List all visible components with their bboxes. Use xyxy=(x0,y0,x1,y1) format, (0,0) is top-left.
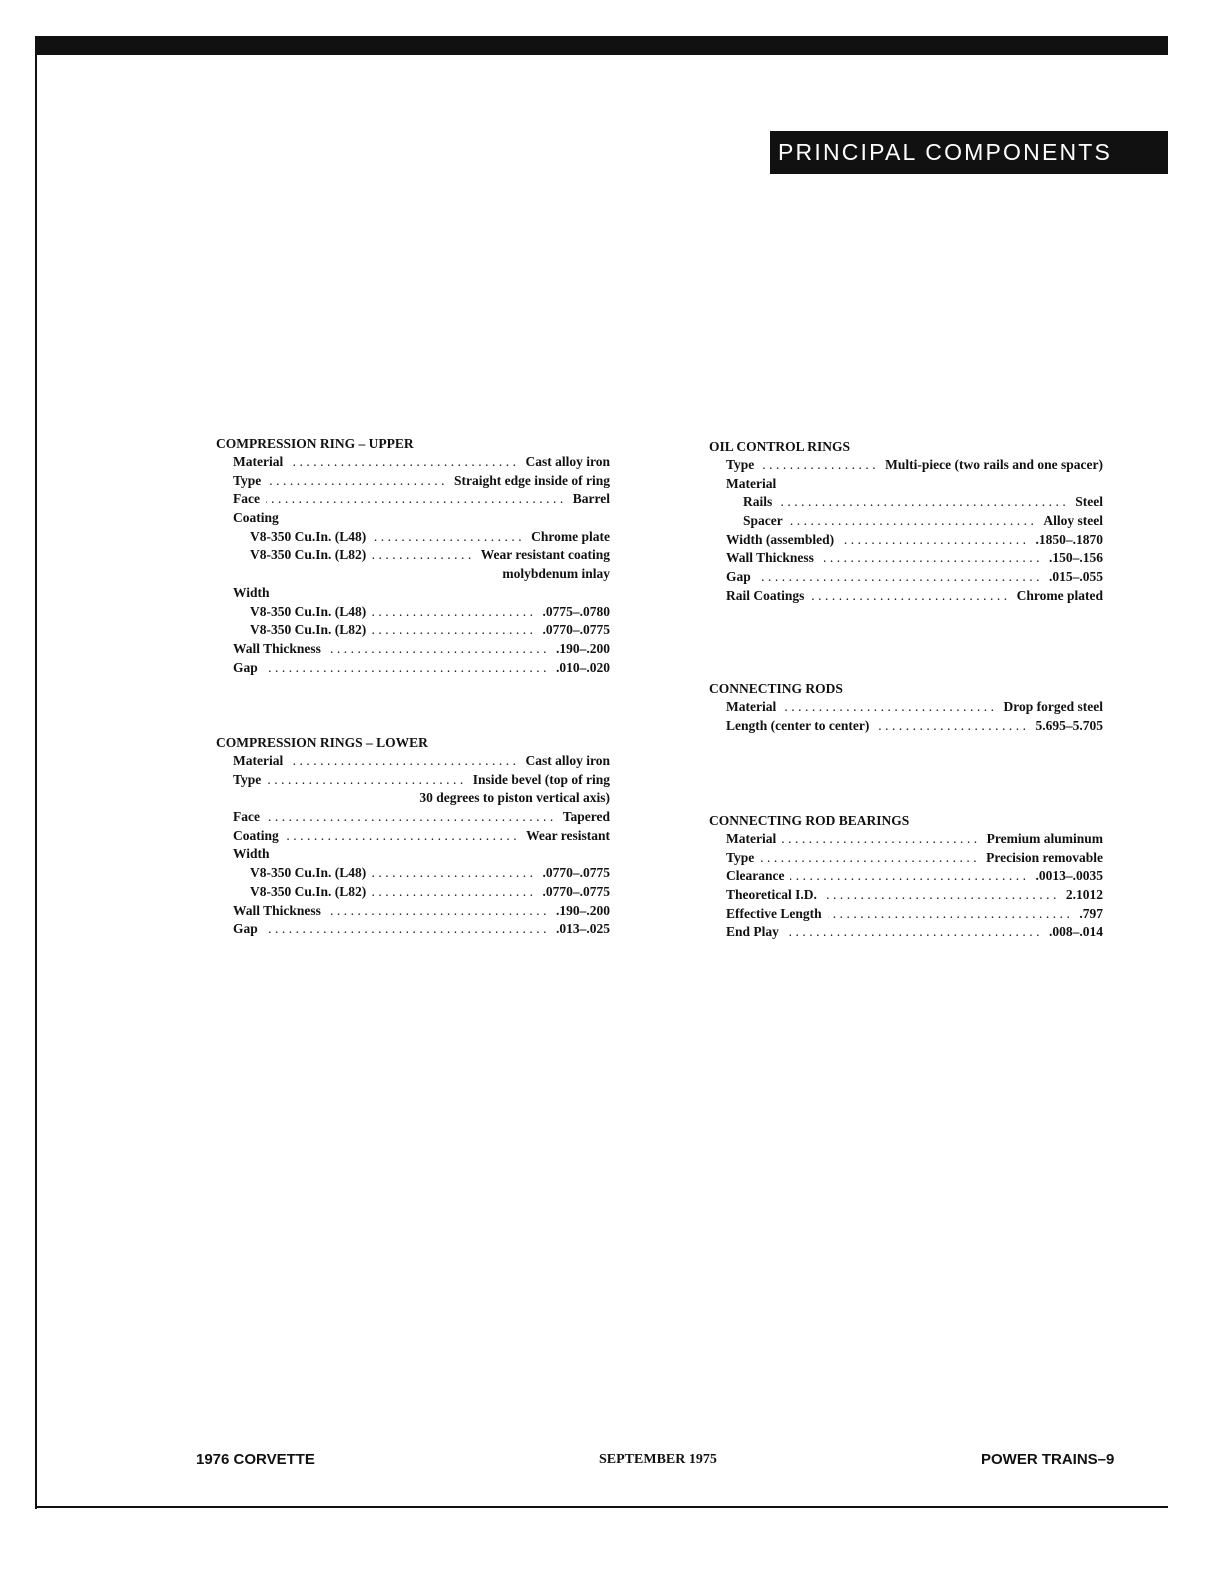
spec-row xyxy=(216,453,610,472)
spec-row xyxy=(216,902,610,921)
spec-value: 2.1012 xyxy=(1065,887,1103,903)
footer-page-number: POWER TRAINS–9 xyxy=(981,1451,1115,1468)
spec-value: Multi-piece (two rails and one spacer) xyxy=(885,457,1103,472)
spec-label: V8-350 Cu.In. (L48) xyxy=(250,865,367,881)
section-title: CONNECTING RODS xyxy=(709,681,843,696)
dot-leader xyxy=(289,752,519,771)
spec-section-compression-lower xyxy=(216,733,610,939)
spec-section-oil-control-rings xyxy=(709,437,1103,606)
spec-row xyxy=(709,905,1103,924)
spec-value: Inside bevel (top of ring xyxy=(472,771,610,787)
bottom-border-rule xyxy=(35,1506,1168,1508)
dot-leader xyxy=(285,827,520,846)
spec-label: Effective Length xyxy=(726,905,822,921)
dot-leader xyxy=(757,568,1043,587)
dot-leader xyxy=(264,659,550,678)
spec-row xyxy=(709,531,1103,550)
spec-row xyxy=(709,456,1103,475)
spec-label: Gap xyxy=(233,659,258,675)
spec-label: Gap xyxy=(233,921,258,937)
spec-value: Cast alloy iron xyxy=(525,454,610,469)
spec-row xyxy=(216,864,610,883)
spec-value: .015–.055 xyxy=(1049,569,1103,585)
section-title: COMPRESSION RINGS – LOWER xyxy=(216,735,428,750)
dot-leader xyxy=(782,830,980,849)
section-title: OIL CONTROL RINGS xyxy=(709,439,851,454)
spec-label: Face xyxy=(233,491,260,507)
spec-row xyxy=(709,493,1103,512)
spec-label: Spacer xyxy=(743,513,783,529)
spec-label: Coating xyxy=(233,827,279,843)
dot-leader xyxy=(820,549,1043,568)
dot-leader xyxy=(790,867,1029,886)
spec-row xyxy=(216,546,610,565)
spec-row xyxy=(709,568,1103,587)
spec-value: .013–.025 xyxy=(556,921,610,937)
spec-label: Width (assembled) xyxy=(726,531,835,547)
dot-leader xyxy=(289,453,519,472)
spec-label: Rail Coatings xyxy=(726,587,805,603)
spec-row xyxy=(216,920,610,939)
dot-leader xyxy=(372,621,536,640)
spec-value: .0770–.0775 xyxy=(542,883,610,899)
section-title: COMPRESSION RING – UPPER xyxy=(216,436,414,451)
spec-value: Chrome plated xyxy=(1016,587,1103,603)
spec-section-connecting-rods xyxy=(709,679,1103,735)
spec-value: 5.695–5.705 xyxy=(1035,717,1103,733)
dot-leader xyxy=(789,512,1038,531)
dot-leader xyxy=(760,849,980,868)
spec-value: .797 xyxy=(1079,905,1103,921)
spec-value: .1850–.1870 xyxy=(1035,531,1103,547)
spec-row xyxy=(216,771,610,790)
spec-row xyxy=(709,549,1103,568)
dot-leader xyxy=(267,472,448,491)
dot-leader xyxy=(823,886,1060,905)
spec-value-continuation: 30 degrees to piston vertical axis) xyxy=(419,790,610,806)
spec-label: Type xyxy=(233,771,262,787)
spec-value: Precision removable xyxy=(986,849,1103,865)
spec-value: .0775–.0780 xyxy=(542,603,610,619)
spec-value: Straight edge inside of ring xyxy=(453,472,610,488)
spec-label: V8-350 Cu.In. (L82) xyxy=(250,547,367,563)
dot-leader xyxy=(372,883,536,902)
spec-value: Cast alloy iron xyxy=(525,753,610,768)
spec-label: Gap xyxy=(726,569,751,585)
spec-label: Wall Thickness xyxy=(233,902,321,918)
spec-value: Tapered xyxy=(562,809,610,825)
spec-label: Length (center to center) xyxy=(726,717,870,733)
dot-leader xyxy=(267,771,466,790)
spec-row xyxy=(709,886,1103,905)
spec-row xyxy=(216,827,610,846)
dot-leader xyxy=(785,923,1043,942)
spec-row xyxy=(216,528,610,547)
spec-section-compression-upper xyxy=(216,434,610,677)
spec-label: Type xyxy=(726,457,755,472)
spec-label: V8-350 Cu.In. (L48) xyxy=(250,528,367,544)
spec-subheading: Material xyxy=(726,475,777,491)
spec-row xyxy=(216,659,610,678)
dot-leader xyxy=(327,902,550,921)
spec-value: .008–.014 xyxy=(1049,924,1103,940)
spec-label: V8-350 Cu.In. (L82) xyxy=(250,883,367,899)
spec-row xyxy=(709,698,1103,717)
dot-leader xyxy=(760,456,879,475)
spec-value: Wear resistant xyxy=(526,827,610,843)
spec-row xyxy=(216,472,610,491)
spec-value: Steel xyxy=(1075,494,1103,510)
dot-leader xyxy=(782,698,997,717)
spec-row xyxy=(216,808,610,827)
spec-label: Rails xyxy=(743,494,773,510)
dot-leader xyxy=(840,531,1029,550)
spec-value: .190–.200 xyxy=(556,902,610,918)
spec-value: .010–.020 xyxy=(556,659,610,675)
spec-label: End Play xyxy=(726,924,779,940)
spec-value-continuation: molybdenum inlay xyxy=(502,566,610,582)
spec-value: .190–.200 xyxy=(556,640,610,656)
spec-subheading: Width xyxy=(233,846,270,862)
spec-row xyxy=(216,752,610,771)
spec-value: Alloy steel xyxy=(1043,513,1103,529)
spec-value: .0770–.0775 xyxy=(542,622,610,638)
dot-leader xyxy=(266,808,557,827)
spec-row xyxy=(709,587,1103,606)
section-banner: PRINCIPAL COMPONENTS xyxy=(770,131,1168,174)
spec-label: Face xyxy=(233,809,260,825)
spec-label: Material xyxy=(233,753,284,768)
dot-leader xyxy=(264,920,550,939)
spec-row xyxy=(709,849,1103,868)
dot-leader xyxy=(828,905,1074,924)
dot-leader xyxy=(266,490,567,509)
dot-leader xyxy=(810,587,1010,606)
spec-label: Material xyxy=(726,699,777,714)
spec-label: V8-350 Cu.In. (L48) xyxy=(250,603,367,619)
spec-value: .150–.156 xyxy=(1049,550,1103,566)
spec-label: Clearance xyxy=(726,868,785,884)
dot-leader xyxy=(372,603,536,622)
dot-leader xyxy=(372,546,474,565)
top-border-bar xyxy=(36,36,1168,55)
spec-row xyxy=(216,490,610,509)
spec-value: Wear resistant coating xyxy=(480,547,610,563)
left-border-rule xyxy=(35,36,37,1509)
spec-value: Premium aluminum xyxy=(986,831,1103,846)
spec-row xyxy=(709,923,1103,942)
spec-value: .0013–.0035 xyxy=(1035,868,1103,884)
footer-date: SEPTEMBER 1975 xyxy=(599,1452,717,1467)
spec-row xyxy=(709,867,1103,886)
spec-label: Theoretical I.D. xyxy=(726,887,817,903)
spec-row xyxy=(216,883,610,902)
spec-section-connecting-rod-bearings xyxy=(709,811,1103,942)
dot-leader xyxy=(875,717,1029,736)
dot-leader xyxy=(327,640,550,659)
dot-leader xyxy=(372,864,536,883)
spec-subheading: Width xyxy=(233,584,270,600)
spec-row xyxy=(709,512,1103,531)
spec-row xyxy=(709,830,1103,849)
spec-value: Drop forged steel xyxy=(1003,699,1103,714)
spec-label: Material xyxy=(233,454,284,469)
spec-label: Wall Thickness xyxy=(726,550,814,566)
spec-label: Type xyxy=(726,849,755,865)
spec-value: .0770–.0775 xyxy=(542,865,610,881)
spec-label: Wall Thickness xyxy=(233,640,321,656)
spec-row xyxy=(216,603,610,622)
spec-row xyxy=(216,621,610,640)
spec-label: Material xyxy=(726,831,777,846)
dot-leader xyxy=(778,493,1069,512)
spec-value: Chrome plate xyxy=(531,528,610,544)
spec-row xyxy=(216,640,610,659)
spec-label: V8-350 Cu.In. (L82) xyxy=(250,622,367,638)
footer-model-year: 1976 CORVETTE xyxy=(196,1451,315,1468)
spec-row xyxy=(709,717,1103,736)
spec-label: Type xyxy=(233,472,262,488)
section-title: CONNECTING ROD BEARINGS xyxy=(709,813,910,828)
spec-value: Barrel xyxy=(572,491,610,507)
dot-leader xyxy=(372,528,525,547)
spec-subheading: Coating xyxy=(233,510,279,526)
